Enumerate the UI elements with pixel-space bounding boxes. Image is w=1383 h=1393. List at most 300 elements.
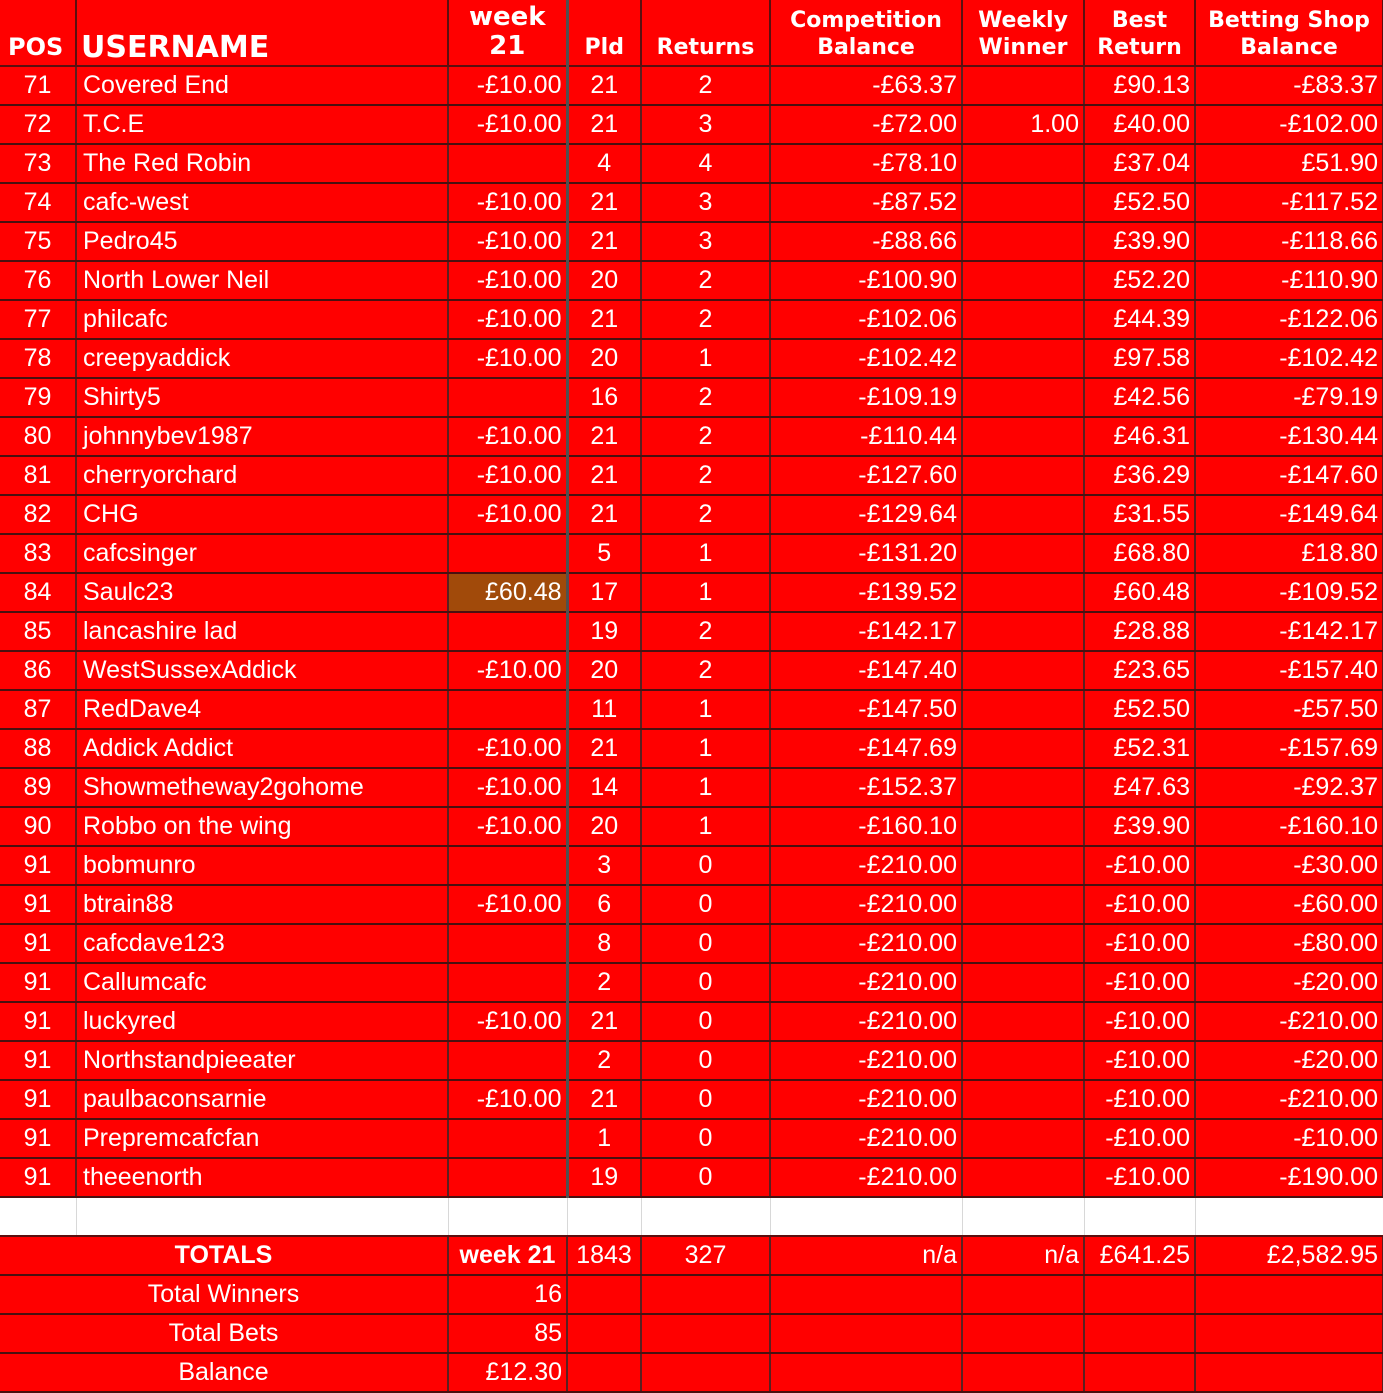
cell-returns: 4 [641,144,770,183]
cell-best-return: £23.65 [1084,651,1195,690]
cell-weekly-winner [962,261,1084,300]
cell-pld: 19 [567,1158,641,1197]
cell-betting-shop-balance: -£210.00 [1195,1002,1383,1041]
totals-competition-balance: n/a [770,1236,962,1275]
cell-pld: 21 [567,495,641,534]
cell-best-return: -£10.00 [1084,1119,1195,1158]
blank-row [0,1197,1383,1236]
summary-label: Total Bets [0,1314,448,1353]
cell-pld: 4 [567,144,641,183]
cell-username: bobmunro [76,846,448,885]
table-row [0,534,1383,573]
cell-pld: 1 [567,1119,641,1158]
cell-pos: 86 [0,651,76,690]
cell-pos: 90 [0,807,76,846]
table-row [0,261,1383,300]
cell-returns: 0 [641,885,770,924]
cell-best-return: -£10.00 [1084,924,1195,963]
cell-best-return: £90.13 [1084,66,1195,105]
cell-weekly-winner [962,846,1084,885]
cell-betting-shop-balance: -£118.66 [1195,222,1383,261]
cell-pld: 11 [567,690,641,729]
cell-pld: 21 [567,222,641,261]
cell-week: -£10.00 [448,1002,567,1041]
cell-best-return: £52.20 [1084,261,1195,300]
table-row [0,300,1383,339]
cell-pld: 21 [567,1002,641,1041]
cell-username: creepyaddick [76,339,448,378]
cell-returns: 3 [641,222,770,261]
cell-pld: 6 [567,885,641,924]
summary-value: £12.30 [448,1353,567,1392]
cell-username: The Red Robin [76,144,448,183]
totals-returns: 327 [641,1236,770,1275]
cell-best-return: £40.00 [1084,105,1195,144]
cell-weekly-winner [962,534,1084,573]
cell-username: Northstandpieeater [76,1041,448,1080]
cell-competition-balance: -£102.42 [770,339,962,378]
cell-betting-shop-balance: -£160.10 [1195,807,1383,846]
cell-weekly-winner [962,651,1084,690]
cell-returns: 1 [641,768,770,807]
cell-week: -£10.00 [448,222,567,261]
table-row [0,183,1383,222]
cell-week [448,534,567,573]
cell-best-return: -£10.00 [1084,1002,1195,1041]
header-betting-shop-balance [1195,0,1383,66]
cell-best-return: £39.90 [1084,222,1195,261]
cell-best-return: £44.39 [1084,300,1195,339]
cell-pos: 85 [0,612,76,651]
cell-weekly-winner [962,729,1084,768]
cell-best-return: £36.29 [1084,456,1195,495]
cell-betting-shop-balance: -£157.40 [1195,651,1383,690]
cell-returns: 0 [641,1158,770,1197]
cell-weekly-winner [962,222,1084,261]
cell-best-return: £42.56 [1084,378,1195,417]
cell-betting-shop-balance: -£110.90 [1195,261,1383,300]
table-row [0,963,1383,1002]
cell-weekly-winner [962,144,1084,183]
cell-betting-shop-balance: -£80.00 [1195,924,1383,963]
cell-betting-shop-balance: -£157.69 [1195,729,1383,768]
cell-competition-balance: -£142.17 [770,612,962,651]
cell-best-return: -£10.00 [1084,885,1195,924]
cell-pld: 20 [567,339,641,378]
header-comp-line1: Competition [790,8,942,33]
cell-pld: 8 [567,924,641,963]
cell-pos: 81 [0,456,76,495]
cell-competition-balance: -£147.69 [770,729,962,768]
cell-best-return: £37.04 [1084,144,1195,183]
header-shop-line1: Betting Shop [1208,8,1370,33]
totals-weekly-winner: n/a [962,1236,1084,1275]
cell-competition-balance: -£147.40 [770,651,962,690]
cell-best-return: £52.50 [1084,690,1195,729]
cell-pld: 21 [567,1080,641,1119]
cell-betting-shop-balance: -£102.00 [1195,105,1383,144]
cell-weekly-winner [962,573,1084,612]
header-row [0,0,1383,66]
cell-pld: 2 [567,963,641,1002]
table-row [0,495,1383,534]
cell-betting-shop-balance: -£10.00 [1195,1119,1383,1158]
cell-weekly-winner: 1.00 [962,105,1084,144]
cell-competition-balance: -£129.64 [770,495,962,534]
cell-pos: 80 [0,417,76,456]
header-pos: POS [0,0,76,66]
table-row [0,1119,1383,1158]
header-week [448,0,567,66]
cell-week: -£10.00 [448,105,567,144]
totals-week: week 21 [448,1236,567,1275]
cell-week: -£10.00 [448,651,567,690]
cell-week: -£10.00 [448,66,567,105]
cell-best-return: £68.80 [1084,534,1195,573]
cell-week: -£10.00 [448,1080,567,1119]
cell-week [448,690,567,729]
cell-competition-balance: -£109.19 [770,378,962,417]
cell-weekly-winner [962,456,1084,495]
cell-username: Pedro45 [76,222,448,261]
cell-returns: 2 [641,300,770,339]
table-row [0,651,1383,690]
cell-pos: 75 [0,222,76,261]
totals-pld: 1843 [567,1236,641,1275]
cell-best-return: £52.31 [1084,729,1195,768]
cell-betting-shop-balance: -£117.52 [1195,183,1383,222]
cell-pos: 72 [0,105,76,144]
cell-returns: 1 [641,690,770,729]
totals-betting-shop-balance: £2,582.95 [1195,1236,1383,1275]
cell-username: Prepremcafcfan [76,1119,448,1158]
cell-username: T.C.E [76,105,448,144]
cell-username: theeenorth [76,1158,448,1197]
cell-username: cherryorchard [76,456,448,495]
cell-returns: 0 [641,1119,770,1158]
cell-pos: 91 [0,846,76,885]
cell-returns: 2 [641,378,770,417]
cell-week: £60.48 [448,573,567,612]
cell-betting-shop-balance: -£92.37 [1195,768,1383,807]
cell-pos: 77 [0,300,76,339]
cell-pos: 91 [0,1002,76,1041]
cell-pos: 78 [0,339,76,378]
header-week-line1: week [468,2,546,32]
cell-best-return: -£10.00 [1084,1041,1195,1080]
cell-betting-shop-balance: £51.90 [1195,144,1383,183]
cell-betting-shop-balance: -£210.00 [1195,1080,1383,1119]
cell-username: cafcdave123 [76,924,448,963]
cell-returns: 0 [641,924,770,963]
cell-pld: 21 [567,729,641,768]
table-row [0,378,1383,417]
table-row [0,339,1383,378]
cell-pld: 14 [567,768,641,807]
cell-best-return: -£10.00 [1084,1080,1195,1119]
table-row [0,1080,1383,1119]
cell-weekly-winner [962,417,1084,456]
cell-competition-balance: -£110.44 [770,417,962,456]
table-row [0,417,1383,456]
cell-username: North Lower Neil [76,261,448,300]
table-row [0,573,1383,612]
header-best-line1: Best [1111,8,1168,33]
cell-betting-shop-balance: -£60.00 [1195,885,1383,924]
table-row [0,1041,1383,1080]
cell-week [448,1119,567,1158]
cell-week: -£10.00 [448,807,567,846]
cell-weekly-winner [962,1119,1084,1158]
cell-pos: 91 [0,885,76,924]
table-row [0,885,1383,924]
totals-best-return: £641.25 [1084,1236,1195,1275]
cell-pld: 19 [567,612,641,651]
cell-best-return: -£10.00 [1084,963,1195,1002]
cell-returns: 1 [641,807,770,846]
cell-best-return: £60.48 [1084,573,1195,612]
table-row [0,924,1383,963]
cell-competition-balance: -£102.06 [770,300,962,339]
table-row [0,729,1383,768]
header-weekly-winner [962,0,1084,66]
cell-weekly-winner [962,612,1084,651]
totals-row [0,1236,1383,1275]
cell-username: Addick Addict [76,729,448,768]
header-returns: Returns [641,0,770,66]
cell-returns: 2 [641,66,770,105]
cell-competition-balance: -£210.00 [770,1002,962,1041]
cell-weekly-winner [962,1080,1084,1119]
cell-returns: 2 [641,417,770,456]
cell-competition-balance: -£127.60 [770,456,962,495]
cell-pos: 71 [0,66,76,105]
cell-weekly-winner [962,1002,1084,1041]
cell-pos: 83 [0,534,76,573]
cell-week [448,612,567,651]
table-row [0,1002,1383,1041]
header-competition-balance [770,0,962,66]
cell-weekly-winner [962,183,1084,222]
cell-weekly-winner [962,339,1084,378]
cell-weekly-winner [962,885,1084,924]
cell-returns: 1 [641,729,770,768]
cell-betting-shop-balance: -£79.19 [1195,378,1383,417]
cell-best-return: £39.90 [1084,807,1195,846]
cell-best-return: -£10.00 [1084,1158,1195,1197]
cell-week [448,144,567,183]
cell-weekly-winner [962,690,1084,729]
cell-week: -£10.00 [448,417,567,456]
cell-username: cafc-west [76,183,448,222]
summary-row-total-winners [0,1275,1383,1314]
cell-competition-balance: -£210.00 [770,924,962,963]
cell-pos: 89 [0,768,76,807]
cell-competition-balance: -£87.52 [770,183,962,222]
cell-pos: 91 [0,924,76,963]
cell-competition-balance: -£100.90 [770,261,962,300]
cell-username: Shirty5 [76,378,448,417]
table-row [0,846,1383,885]
cell-pld: 20 [567,651,641,690]
cell-username: lancashire lad [76,612,448,651]
cell-week: -£10.00 [448,261,567,300]
cell-week [448,924,567,963]
cell-pld: 21 [567,66,641,105]
summary-label: Total Winners [0,1275,448,1314]
cell-week [448,1158,567,1197]
totals-label: TOTALS [0,1236,448,1275]
header-week-line2: 21 [489,31,526,61]
cell-returns: 0 [641,846,770,885]
cell-pos: 88 [0,729,76,768]
cell-pos: 84 [0,573,76,612]
cell-week [448,378,567,417]
cell-competition-balance: -£63.37 [770,66,962,105]
cell-pos: 87 [0,690,76,729]
cell-returns: 0 [641,963,770,1002]
cell-week [448,963,567,1002]
cell-returns: 2 [641,495,770,534]
cell-pos: 91 [0,1119,76,1158]
cell-pld: 5 [567,534,641,573]
cell-week: -£10.00 [448,885,567,924]
cell-weekly-winner [962,378,1084,417]
cell-pld: 17 [567,573,641,612]
cell-competition-balance: -£210.00 [770,1080,962,1119]
cell-username: WestSussexAddick [76,651,448,690]
header-weekly-line1: Weekly [978,8,1068,33]
cell-username: Saulc23 [76,573,448,612]
summary-value: 16 [448,1275,567,1314]
cell-competition-balance: -£131.20 [770,534,962,573]
cell-pos: 76 [0,261,76,300]
cell-returns: 1 [641,534,770,573]
cell-weekly-winner [962,963,1084,1002]
cell-betting-shop-balance: -£83.37 [1195,66,1383,105]
cell-username: philcafc [76,300,448,339]
cell-betting-shop-balance: -£20.00 [1195,1041,1383,1080]
cell-week: -£10.00 [448,339,567,378]
cell-username: johnnybev1987 [76,417,448,456]
cell-weekly-winner [962,924,1084,963]
cell-betting-shop-balance: -£190.00 [1195,1158,1383,1197]
cell-competition-balance: -£147.50 [770,690,962,729]
table-row [0,690,1383,729]
cell-betting-shop-balance: -£20.00 [1195,963,1383,1002]
cell-returns: 2 [641,651,770,690]
cell-betting-shop-balance: -£109.52 [1195,573,1383,612]
cell-returns: 0 [641,1041,770,1080]
cell-week: -£10.00 [448,456,567,495]
cell-username: CHG [76,495,448,534]
cell-pld: 2 [567,1041,641,1080]
cell-pld: 20 [567,261,641,300]
table-row [0,66,1383,105]
cell-best-return: £31.55 [1084,495,1195,534]
cell-returns: 2 [641,612,770,651]
cell-competition-balance: -£78.10 [770,144,962,183]
cell-week [448,1041,567,1080]
header-best-return [1084,0,1195,66]
cell-pld: 21 [567,417,641,456]
cell-competition-balance: -£160.10 [770,807,962,846]
cell-best-return: £28.88 [1084,612,1195,651]
cell-username: RedDave4 [76,690,448,729]
table-row [0,105,1383,144]
cell-week: -£10.00 [448,183,567,222]
header-weekly-line2: Winner [978,35,1068,60]
cell-betting-shop-balance: -£102.42 [1195,339,1383,378]
cell-betting-shop-balance: -£122.06 [1195,300,1383,339]
totals-section [0,1197,1383,1392]
table-row [0,612,1383,651]
cell-competition-balance: -£210.00 [770,1119,962,1158]
cell-pos: 74 [0,183,76,222]
cell-pos: 79 [0,378,76,417]
cell-week: -£10.00 [448,495,567,534]
table-body [0,66,1383,1197]
header-pld: Pld [567,0,641,66]
cell-returns: 2 [641,456,770,495]
cell-username: Robbo on the wing [76,807,448,846]
cell-betting-shop-balance: -£130.44 [1195,417,1383,456]
header-shop-line2: Balance [1240,35,1338,60]
cell-pos: 91 [0,1041,76,1080]
cell-best-return: £97.58 [1084,339,1195,378]
cell-week: -£10.00 [448,768,567,807]
cell-best-return: £52.50 [1084,183,1195,222]
cell-pos: 82 [0,495,76,534]
cell-competition-balance: -£210.00 [770,846,962,885]
cell-pos: 91 [0,1080,76,1119]
cell-username: luckyred [76,1002,448,1041]
cell-returns: 2 [641,261,770,300]
cell-returns: 0 [641,1002,770,1041]
cell-best-return: -£10.00 [1084,846,1195,885]
table-row [0,144,1383,183]
cell-betting-shop-balance: £18.80 [1195,534,1383,573]
header-username: USERNAME [76,0,448,66]
cell-pld: 21 [567,456,641,495]
cell-returns: 3 [641,105,770,144]
cell-username: Callumcafc [76,963,448,1002]
cell-betting-shop-balance: -£147.60 [1195,456,1383,495]
summary-label: Balance [0,1353,448,1392]
cell-best-return: £46.31 [1084,417,1195,456]
cell-week [448,846,567,885]
table-row [0,807,1383,846]
cell-pos: 91 [0,963,76,1002]
cell-competition-balance: -£88.66 [770,222,962,261]
cell-pld: 21 [567,300,641,339]
cell-competition-balance: -£210.00 [770,1041,962,1080]
cell-pos: 91 [0,1158,76,1197]
cell-betting-shop-balance: -£149.64 [1195,495,1383,534]
cell-competition-balance: -£152.37 [770,768,962,807]
cell-pos: 73 [0,144,76,183]
cell-competition-balance: -£210.00 [770,963,962,1002]
header-best-line2: Return [1097,35,1182,60]
summary-row-balance [0,1353,1383,1392]
cell-pld: 16 [567,378,641,417]
cell-week: -£10.00 [448,300,567,339]
cell-betting-shop-balance: -£142.17 [1195,612,1383,651]
cell-returns: 1 [641,573,770,612]
cell-pld: 21 [567,105,641,144]
summary-row-total-bets [0,1314,1383,1353]
summary-value: 85 [448,1314,567,1353]
